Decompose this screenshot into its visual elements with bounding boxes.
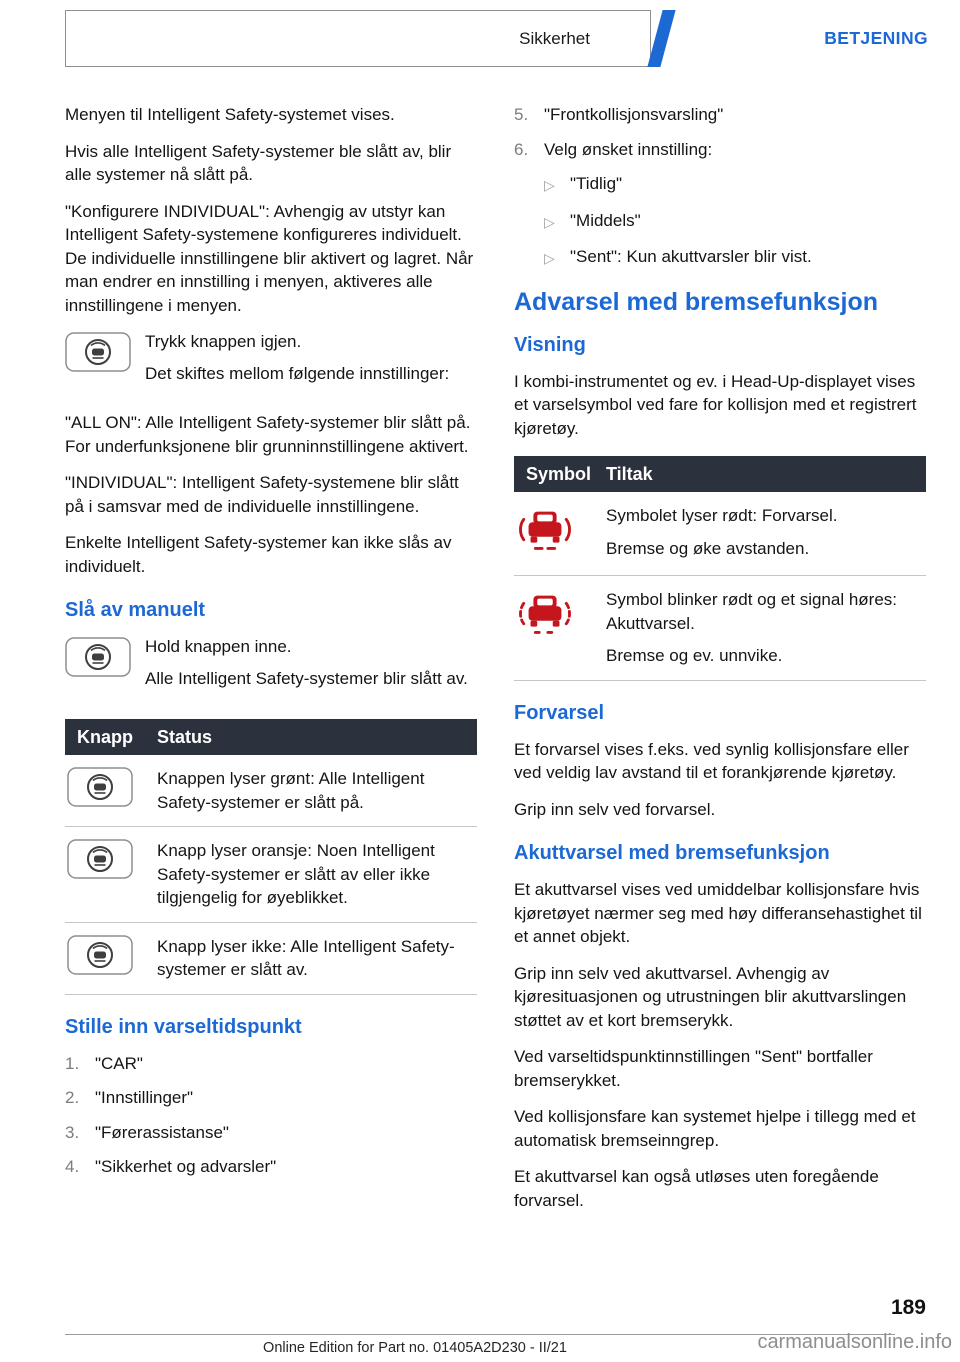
paragraph-sent-setting: Ved varseltidspunktinnstillingen "Sent" bortfaller bremserykket. xyxy=(514,1047,873,1090)
step-number: 6. xyxy=(514,139,529,159)
intelligent-safety-button-icon xyxy=(65,637,131,677)
step-number: 3. xyxy=(65,1122,80,1142)
column-header-status: Status xyxy=(157,726,213,747)
step-text: Velg ønsket innstilling: xyxy=(544,139,713,159)
page-number: 189 xyxy=(890,1296,926,1319)
paragraph-cannot-disable: Enkelte Intelligent Safety-systemer kan ikke slås av individuelt. xyxy=(65,533,452,576)
header-section-label: Sikkerhet xyxy=(519,28,590,48)
step-item xyxy=(65,1052,477,1076)
action-line: Symbolet lyser rødt: Forvarsel. xyxy=(606,506,838,525)
paragraph-no-forewarning: Et akuttvarsel kan også utløses uten foregående forvarsel. xyxy=(514,1167,879,1210)
step-item xyxy=(65,1155,477,1179)
step-text: "Sikkerhet og advarsler" xyxy=(95,1157,277,1176)
status-text: Knapp lyser oransje: Noen Intelligent Safety-systemer er slått av eller ikke tilgjengelig for øyeblikket. xyxy=(157,841,435,907)
intelligent-safety-button-icon xyxy=(67,935,133,975)
button-status-table xyxy=(65,719,477,995)
paragraph-systems-on: Hvis alle Intelligent Safety-systemer ble slått av, blir alle systemer nå slått på. xyxy=(65,141,452,184)
paragraph-all-on-setting: "ALL ON": Alle Intelligent Safety-systemer blir slått på. For underfunksjonene blir grunninnstillingene aktivert. xyxy=(65,413,471,456)
column-header-knapp: Knapp xyxy=(77,726,133,747)
table-row xyxy=(65,755,477,827)
heading-display: Visning xyxy=(514,333,586,356)
heading-akuttvarsel: Akuttvarsel med bremsefunksjon xyxy=(514,842,830,864)
collision-warning-icon xyxy=(516,504,574,558)
watermark-text: carmanualsonline.info xyxy=(757,1331,952,1353)
header-chapter-label: BETJENING xyxy=(824,28,928,48)
paragraph-grip-forvarsel: Grip inn selv ved forvarsel. xyxy=(514,799,716,819)
action-text xyxy=(606,504,926,560)
steps-list xyxy=(65,1052,477,1179)
step-number: 4. xyxy=(65,1157,80,1176)
table-row xyxy=(65,827,477,923)
action-line: Bremse og ev. unnvike. xyxy=(606,646,783,665)
option-item xyxy=(514,209,926,235)
action-line: Symbol blinker rødt og et signal høres: Akuttvarsel. xyxy=(606,590,898,633)
heading-warning-time: Stille inn varseltidspunkt xyxy=(65,1015,302,1038)
step-text: "CAR" xyxy=(95,1053,143,1073)
column-header-tiltak: Tiltak xyxy=(606,463,653,484)
option-text: "Sent": Kun akuttvarsler blir vist. xyxy=(570,247,812,266)
symbol-icon-cell xyxy=(516,588,606,647)
option-text: "Middels" xyxy=(570,210,641,230)
option-text: "Tidlig" xyxy=(570,174,623,193)
paragraph-akutt-info: Et akuttvarsel vises ved umiddelbar kollisjonsfare hvis kjøretøyet nærmer seg med høy differansehastighet til et annet objekt. xyxy=(514,880,922,946)
symbol-table-header xyxy=(514,456,926,492)
left-column xyxy=(65,103,477,1225)
step-text: "Frontkollisjonsvarsling" xyxy=(544,105,724,124)
paragraph-forvarsel-info: Et forvarsel vises f.eks. ved synlig kollisjonsfare eller ved veldig lav avstand til et forankjørende kjøretøy. xyxy=(514,739,909,782)
step-item xyxy=(514,103,926,127)
page-content xyxy=(65,103,926,1225)
symbol-icon-cell xyxy=(516,504,606,563)
note-line: Alle Intelligent Safety-systemer blir slått av. xyxy=(145,668,468,688)
note-line: Trykk knappen igjen. xyxy=(145,332,302,351)
step-text: "Innstillinger" xyxy=(95,1088,194,1107)
column-header-symbol: Symbol xyxy=(526,463,592,484)
edition-note: Online Edition for Part no. 01405A2D230 - II/21 xyxy=(263,1340,567,1356)
button-icon-cell xyxy=(67,839,157,884)
action-line: Bremse og øke avstanden. xyxy=(606,538,810,558)
note-line: Det skiftes mellom følgende innstillinger: xyxy=(145,363,450,383)
header-section-box xyxy=(65,10,651,67)
table-row xyxy=(65,923,477,995)
right-column xyxy=(514,103,926,1225)
step-number: 1. xyxy=(65,1053,80,1073)
step-text: "Førerassistanse" xyxy=(95,1122,229,1142)
note-press-button xyxy=(65,330,477,398)
step-number: 5. xyxy=(514,105,529,124)
collision-warning-blinking-icon xyxy=(516,588,574,642)
step-item xyxy=(65,1121,477,1145)
step-item xyxy=(514,138,926,162)
paragraph-menu-shown: Menyen til Intelligent Safety-systemet vises. xyxy=(65,105,395,124)
paragraph-display-info: I kombi-instrumentet og ev. i Head-Up-displayet vises et varselsymbol ved fare for kollisjon med et registrert kjøretøy. xyxy=(514,371,917,438)
step-number: 2. xyxy=(65,1088,80,1107)
symbol-action-table xyxy=(514,456,926,681)
paragraph-individual-setting: "INDIVIDUAL": Intelligent Safety-systemene blir slått på i samsvar med de individuelle innstillingene. xyxy=(65,473,459,516)
triangle-bullet-icon: ▷ xyxy=(544,177,555,193)
table-row xyxy=(514,576,926,681)
heading-manual-off: Slå av manuelt xyxy=(65,599,206,621)
intelligent-safety-button-icon xyxy=(67,767,133,807)
intelligent-safety-button-icon xyxy=(65,332,131,372)
button-status-table-header xyxy=(65,719,477,755)
paragraph-configure-individual: "Konfigurere INDIVIDUAL": Avhengig av utstyr kan Intelligent Safety-systemene konfigureres individuelt. De individuelle innstillingene blir aktivert og lagret. Når man endrer en innstilling i menyen, aktiveres alle innstillingene i menyen. xyxy=(65,201,474,315)
note-line: Hold knappen inne. xyxy=(145,637,292,656)
heading-forvarsel: Forvarsel xyxy=(514,701,605,724)
triangle-bullet-icon: ▷ xyxy=(544,250,555,266)
status-text: Knapp lyser ikke: Alle Intelligent Safety-systemer er slått av. xyxy=(157,936,455,979)
header-divider-stripe xyxy=(647,10,675,67)
note-hold-button xyxy=(65,635,477,703)
paragraph-grip-akutt: Grip inn selv ved akuttvarsel. Avhengig av kjøresituasjonen og utrustningen blir akuttvarslingen støttet av et kort bremserykk. xyxy=(514,963,907,1030)
button-icon-cell xyxy=(67,767,157,812)
heading-brake-warning: Advarsel med bremsefunksjon xyxy=(514,287,879,316)
option-item xyxy=(514,245,926,271)
intelligent-safety-button-icon xyxy=(67,839,133,879)
button-icon-cell xyxy=(67,935,157,980)
status-text: Knappen lyser grønt: Alle Intelligent Safety-systemer er slått på. xyxy=(157,769,425,812)
page-header xyxy=(65,10,928,67)
paragraph-auto-brake: Ved kollisjonsfare kan systemet hjelpe i tillegg med et automatisk bremseinngrep. xyxy=(514,1107,916,1150)
triangle-bullet-icon: ▷ xyxy=(544,213,555,230)
action-text xyxy=(606,588,926,668)
step-item xyxy=(65,1086,477,1110)
table-row xyxy=(514,492,926,576)
option-item xyxy=(514,172,926,198)
